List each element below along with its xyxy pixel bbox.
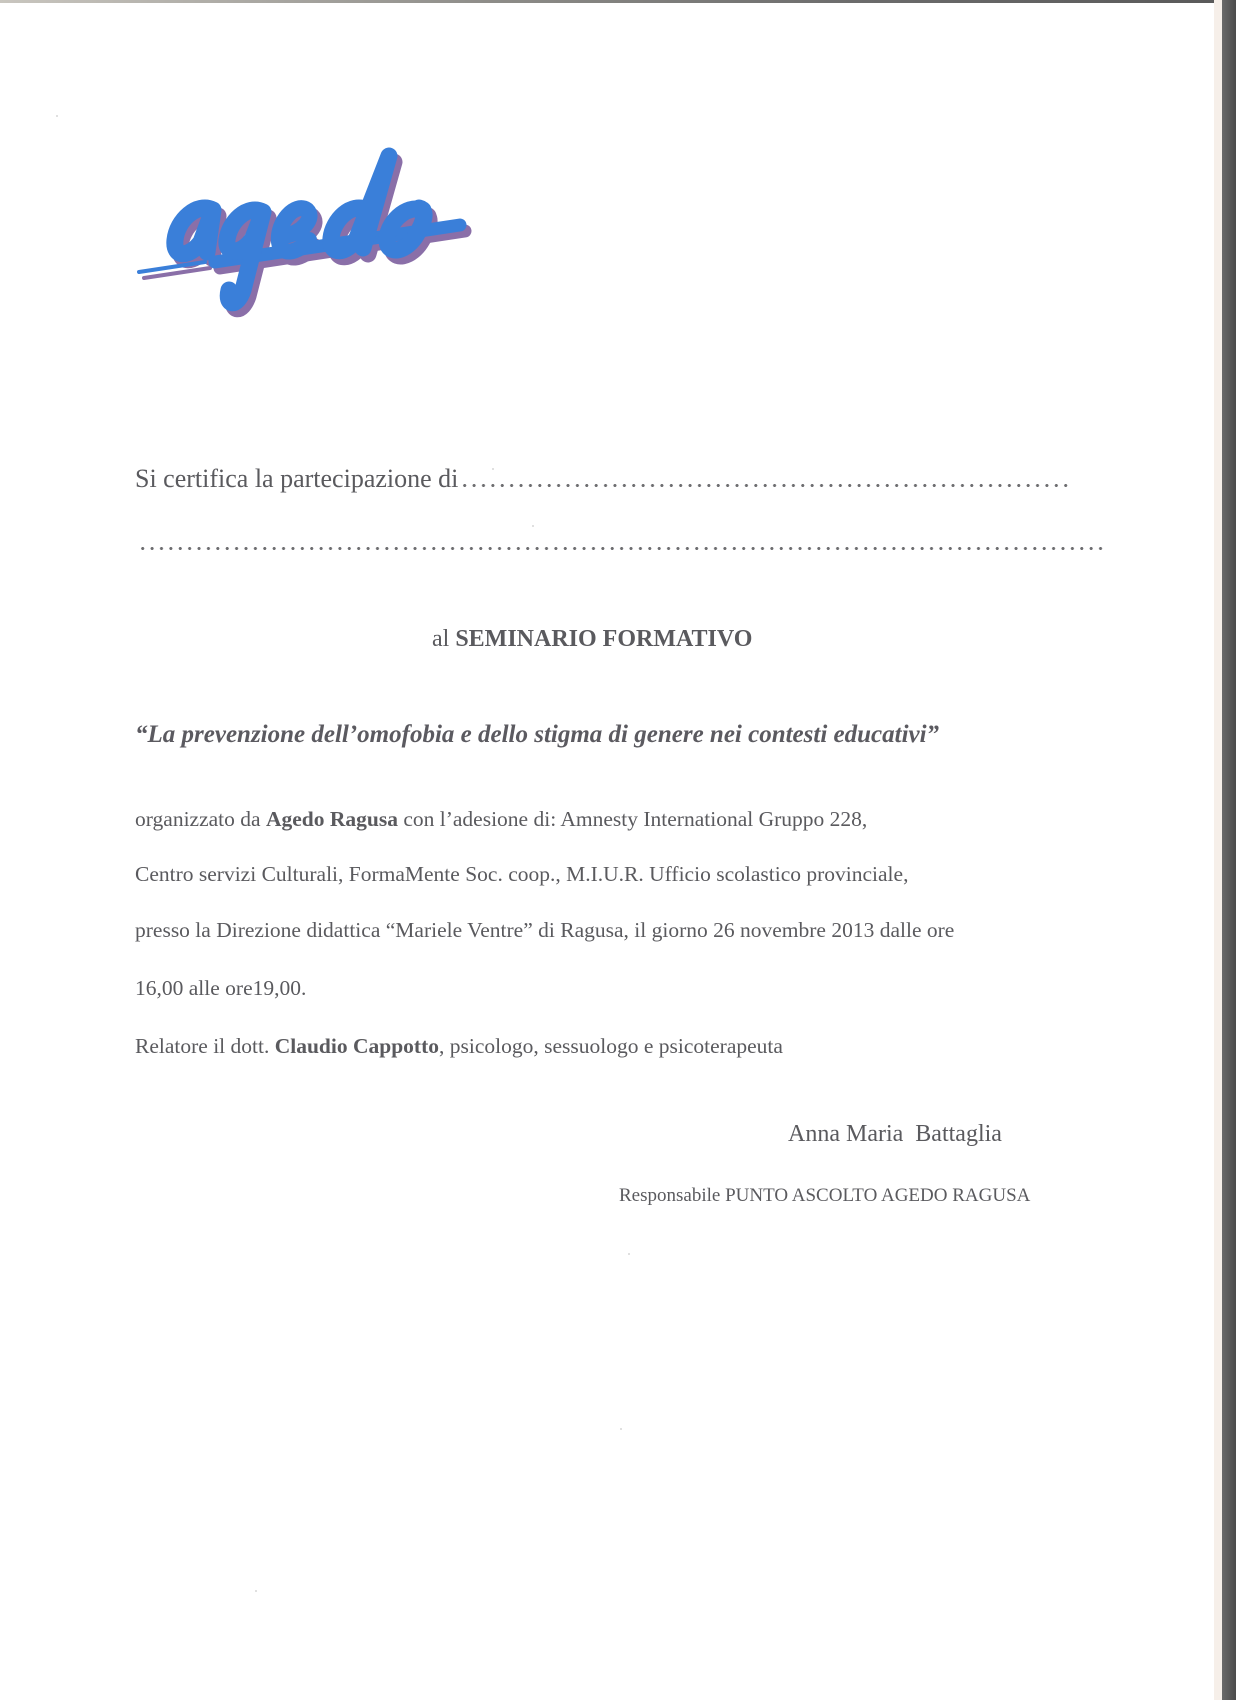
participant-name-blank: [460, 484, 1072, 487]
speaker-name: Claudio Cappotto: [274, 1034, 439, 1058]
body-line-speaker: [135, 1036, 783, 1058]
body-text: , psicologo, sessuologo e psicoterapeuta: [439, 1034, 783, 1058]
seminar-heading: [432, 627, 752, 651]
scan-top-edge: [0, 0, 1236, 3]
scan-speck: [532, 525, 534, 527]
seminar-title: “La prevenzione dell’omofobia e dello stigma di genere nei contesti educativi”: [135, 721, 940, 748]
organizer-name: Agedo Ragusa: [265, 807, 398, 831]
scan-speck: [628, 1253, 630, 1255]
body-line-partners: Centro servizi Culturali, FormaMente Soc. coop., M.I.U.R. Ufficio scolastico provinciale,: [135, 862, 909, 886]
body-line-organizer: [135, 809, 867, 831]
scan-speck: [255, 1590, 257, 1592]
scan-right-edge: [1222, 0, 1236, 1700]
agedo-logo-icon: [135, 140, 485, 330]
scan-speck: [492, 468, 494, 470]
seminar-prefix: al: [432, 626, 456, 652]
seminar-name: SEMINARIO FORMATIVO: [455, 626, 753, 652]
signatory-role: Responsabile PUNTO ASCOLTO AGEDO RAGUSA: [619, 1185, 1031, 1206]
signatory-name: Anna Maria Battaglia: [788, 1121, 1002, 1147]
participant-name-blank-2: [138, 547, 1104, 550]
scan-speck: [620, 1428, 622, 1430]
certify-line: [135, 466, 1072, 492]
scan-speck: [56, 115, 58, 117]
agedo-logo: [135, 140, 485, 330]
body-text: organizzato da: [135, 807, 266, 831]
scan-right-margin: [1214, 0, 1222, 1700]
body-text: Relatore il dott.: [135, 1034, 275, 1058]
body-line-time: 16,00 alle ore19,00.: [135, 976, 307, 1000]
certify-label: Si certifica la partecipazione di: [135, 464, 459, 493]
body-line-venue: presso la Direzione didattica “Mariele Ventre” di Ragusa, il giorno 26 novembre 2013 dalle ore: [135, 918, 955, 942]
body-text: con l’adesione di: Amnesty International Gruppo 228,: [397, 807, 868, 831]
